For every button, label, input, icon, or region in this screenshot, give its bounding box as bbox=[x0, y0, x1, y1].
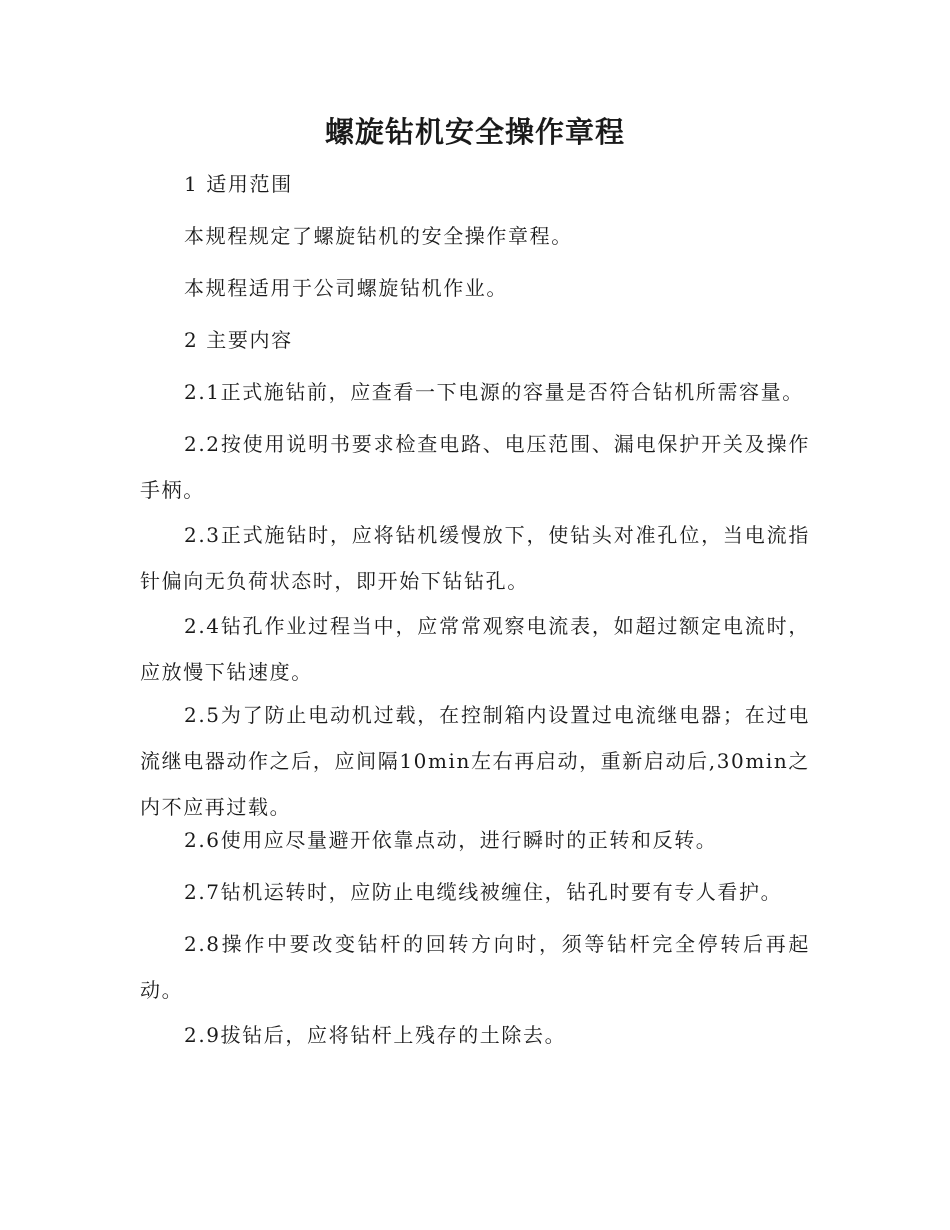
document-title: 螺旋钻机安全操作章程 bbox=[324, 115, 625, 149]
paragraph-2-4: 2.4钻孔作业过程当中，应常常观察电流表，如超过额定电流时，应放慢下钻速度。 bbox=[140, 614, 810, 684]
paragraph-2-7: 2.7钻机运转时，应防止电缆线被缠住，钻孔时要有专人看护。 bbox=[184, 880, 783, 904]
paragraph-2-1: 2.1正式施钻前，应查看一下电源的容量是否符合钻机所需容量。 bbox=[184, 380, 804, 404]
paragraph-2-5: 2.5为了防止电动机过载，在控制箱内设置过电流继电器；在过电流继电器动作之后，应间隔10min左右再启动，重新启动后,30min之内不应再过载。 bbox=[140, 703, 810, 819]
paragraph-2-9: 2.9拔钻后，应将钻杆上残存的土除去。 bbox=[184, 1023, 567, 1047]
paragraph-2-6: 2.6使用应尽量避开依靠点动，进行瞬时的正转和反转。 bbox=[184, 828, 718, 852]
paragraph-2-3: 2.3正式施钻时，应将钻机缓慢放下，使钻头对准孔位，当电流指针偏向无负荷状态时，即开始下钻钻孔。 bbox=[140, 523, 810, 593]
paragraph-section-1-heading: 1 适用范围 bbox=[184, 172, 293, 196]
paragraph-2-8: 2.8操作中要改变钻杆的回转方向时，须等钻杆完全停转后再起动。 bbox=[140, 932, 810, 1002]
paragraph-2-2: 2.2按使用说明书要求检查电路、电压范围、漏电保护开关及操作手柄。 bbox=[140, 432, 810, 502]
paragraph-scope-1: 本规程规定了螺旋钻机的安全操作章程。 bbox=[184, 224, 573, 248]
paragraph-section-2-heading: 2 主要内容 bbox=[184, 328, 293, 352]
paragraph-scope-2: 本规程适用于公司螺旋钻机作业。 bbox=[184, 276, 508, 300]
